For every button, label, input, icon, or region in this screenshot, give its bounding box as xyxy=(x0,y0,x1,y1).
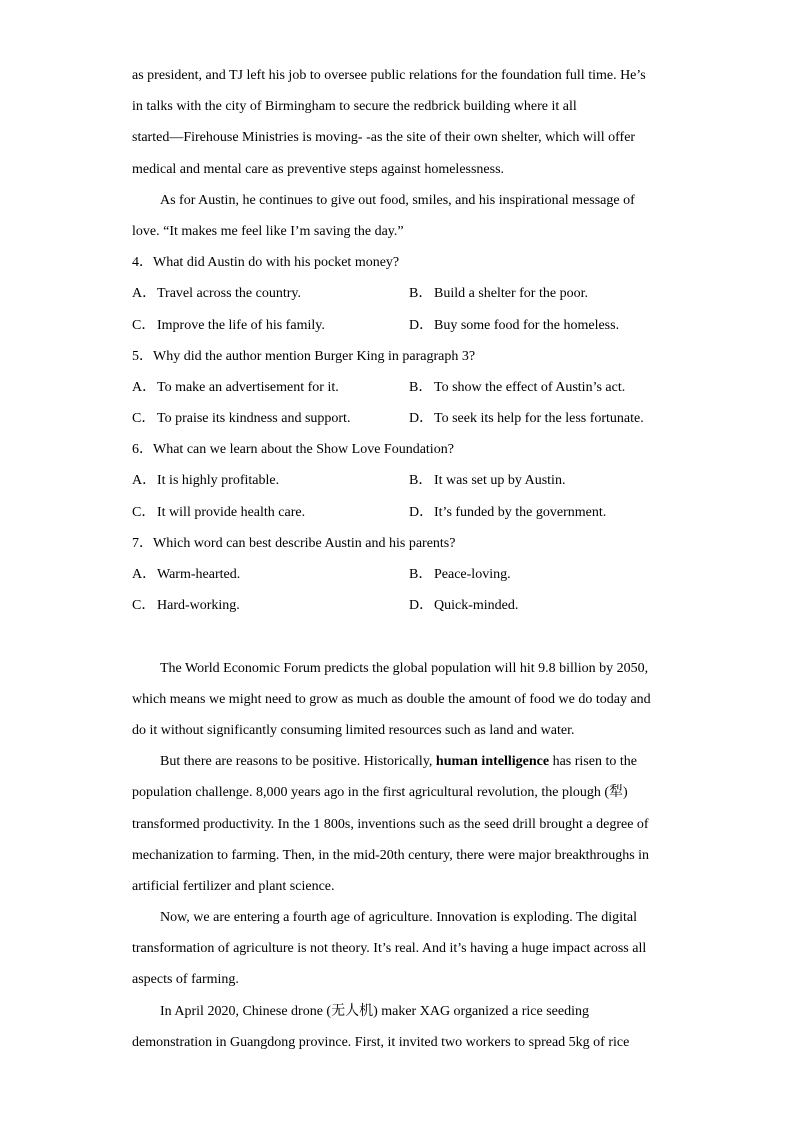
text-line: As for Austin, he continues to give out food, smiles, and his inspirational message of xyxy=(160,192,635,208)
option-label: B． xyxy=(409,286,433,302)
text-line: population challenge. 8,000 years ago in the first agricultural revolution, the plough (犁) xyxy=(132,785,628,801)
options-row xyxy=(132,497,794,528)
passage-2-paragraph xyxy=(132,746,794,902)
option-text: To praise its kindness and support. xyxy=(157,411,351,427)
question-stem xyxy=(132,247,794,278)
option-text: It’s funded by the government. xyxy=(434,504,607,520)
options-row xyxy=(132,403,794,434)
question-stem xyxy=(132,434,794,465)
option-text: It was set up by Austin. xyxy=(434,473,566,489)
question-number: 6． xyxy=(132,442,153,458)
options-row xyxy=(132,590,794,621)
option-d xyxy=(409,590,686,621)
option-label: B． xyxy=(409,567,433,582)
question-text: What did Austin do with his pocket money? xyxy=(153,255,400,271)
option-text: It is highly profitable. xyxy=(157,473,280,489)
options-row xyxy=(132,559,794,590)
text-line: artificial fertilizer and plant science. xyxy=(132,878,335,894)
text-line: transformed productivity. In the 1 800s, inventions such as the seed drill brought a degree of xyxy=(132,816,649,832)
passage-2-paragraph xyxy=(132,902,794,996)
option-b xyxy=(409,465,686,496)
text-segment: has risen to the xyxy=(549,754,637,770)
option-a xyxy=(132,559,409,590)
passage-2-paragraph xyxy=(132,653,794,747)
text-line: started—Firehouse Ministries is moving- -as the site of their own shelter, which will offer xyxy=(132,130,636,146)
text-line: as president, and TJ left his job to oversee public relations for the foundation full time. He’s xyxy=(132,68,646,83)
option-label: C． xyxy=(132,317,156,333)
option-text: Hard-working. xyxy=(157,598,240,614)
question-5 xyxy=(132,341,794,435)
option-label: D． xyxy=(409,504,434,520)
option-text: Peace-loving. xyxy=(434,567,511,582)
option-label: D． xyxy=(409,598,434,614)
option-b xyxy=(409,559,686,590)
question-number: 5． xyxy=(132,348,153,364)
option-text: Improve the life of his family. xyxy=(157,317,325,333)
option-label: A． xyxy=(132,473,157,489)
text-line: transformation of agriculture is not theory. It’s real. And it’s having a huge impact across all xyxy=(132,941,647,957)
option-text: Buy some food for the homeless. xyxy=(434,317,620,333)
option-label: D． xyxy=(409,411,434,427)
option-d xyxy=(409,310,686,341)
option-a xyxy=(132,465,409,496)
option-a xyxy=(132,278,409,309)
text-line: medical and mental care as preventive steps against homelessness. xyxy=(132,161,505,177)
option-label: B． xyxy=(409,379,433,395)
passage-1-paragraph xyxy=(132,60,794,185)
question-stem xyxy=(132,528,794,559)
passage-1-paragraph xyxy=(132,185,794,247)
question-number: 4． xyxy=(132,255,153,271)
option-text: Travel across the country. xyxy=(157,286,301,302)
option-text: Warm-hearted. xyxy=(157,567,241,582)
option-text: To show the effect of Austin’s act. xyxy=(434,379,626,395)
option-text: To seek its help for the less fortunate. xyxy=(434,411,644,427)
text-line: aspects of farming. xyxy=(132,972,239,988)
option-label: A． xyxy=(132,567,157,582)
text-line: mechanization to farming. Then, in the mid-20th century, there were major breakthroughs in xyxy=(132,847,650,863)
option-c xyxy=(132,403,409,434)
option-label: B． xyxy=(409,473,433,489)
option-label: A． xyxy=(132,379,157,395)
text-line: In April 2020, Chinese drone (无人机) maker XAG organized a rice seeding xyxy=(160,1003,589,1019)
text-line: demonstration in Guangdong province. First, it invited two workers to spread 5kg of rice xyxy=(132,1034,630,1050)
question-text: Which word can best describe Austin and his parents? xyxy=(153,535,456,551)
options-row xyxy=(132,465,794,496)
text-line: do it without significantly consuming limited resources such as land and water. xyxy=(132,722,575,738)
option-text: It will provide health care. xyxy=(157,504,306,520)
option-label: C． xyxy=(132,411,156,427)
option-c xyxy=(132,590,409,621)
option-b xyxy=(409,278,686,309)
question-6 xyxy=(132,434,794,528)
option-label: D． xyxy=(409,317,434,333)
question-number: 7． xyxy=(132,535,153,551)
options-row xyxy=(132,372,794,403)
option-b xyxy=(409,372,686,403)
text-line: which means we might need to grow as much as double the amount of food we do today and xyxy=(132,691,651,707)
option-c xyxy=(132,497,409,528)
question-text: Why did the author mention Burger King in paragraph 3? xyxy=(153,348,476,364)
options-row xyxy=(132,278,794,309)
text-line: love. “It makes me feel like I’m saving the day.” xyxy=(132,223,404,239)
text-line xyxy=(132,746,794,777)
text-line: The World Economic Forum predicts the global population will hit 9.8 billion by 2050, xyxy=(160,660,649,676)
passage-2-paragraph xyxy=(132,996,794,1058)
option-text: To make an advertisement for it. xyxy=(157,379,339,395)
option-text: Build a shelter for the poor. xyxy=(434,286,588,302)
option-label: C． xyxy=(132,504,156,520)
blank-line xyxy=(132,621,794,652)
text-segment: But there are reasons to be positive. Historically, xyxy=(160,754,436,770)
option-label: C． xyxy=(132,598,156,614)
option-d xyxy=(409,403,686,434)
option-label: A． xyxy=(132,286,157,302)
option-a xyxy=(132,372,409,403)
option-text: Quick-minded. xyxy=(434,598,519,614)
question-4 xyxy=(132,247,794,341)
question-7 xyxy=(132,528,794,622)
question-stem xyxy=(132,341,794,372)
bold-phrase: human intelligence xyxy=(435,754,550,770)
text-line: Now, we are entering a fourth age of agriculture. Innovation is exploding. The digital xyxy=(160,910,638,926)
question-text: What can we learn about the Show Love Foundation? xyxy=(153,442,454,458)
text-line: in talks with the city of Birmingham to secure the redbrick building where it all xyxy=(132,99,577,115)
option-d xyxy=(409,497,686,528)
options-row xyxy=(132,310,794,341)
option-c xyxy=(132,310,409,341)
